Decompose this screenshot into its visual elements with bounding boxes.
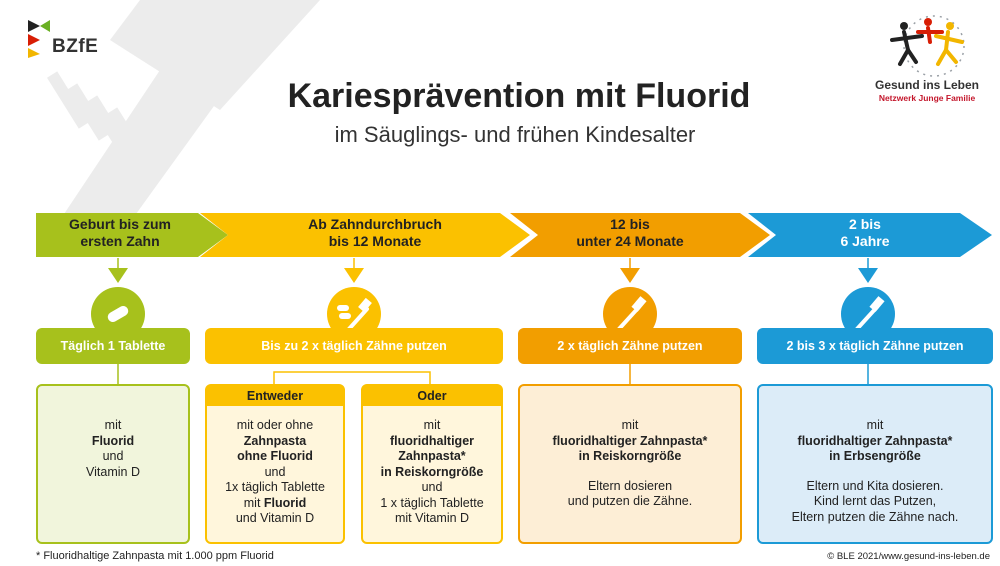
content-box-oder — [361, 384, 503, 544]
box-text: Eltern dosieren — [587, 478, 673, 493]
box-header-entweder: Entweder — [207, 386, 343, 406]
box-text: und — [264, 464, 286, 479]
copyright: © BLE 2021/www.gesund-ins-leben.de — [827, 551, 990, 562]
logo-name: Gesund ins Leben — [874, 78, 979, 92]
box-text: mit — [866, 418, 884, 432]
box-text: mit Vitamin D — [394, 511, 470, 525]
box-text: mit — [621, 418, 639, 432]
content-box-12-24 — [518, 384, 742, 544]
phase-label-line: 12 bis — [610, 216, 650, 232]
phase-label-line: Geburt bis zum — [69, 216, 171, 232]
box-text-bold: in Reiskorngröße — [578, 449, 682, 463]
box-text-bold: Fluorid — [263, 495, 307, 510]
phase-label-line: bis 12 Monate — [328, 233, 422, 249]
phase-label-line: Ab Zahndurchbruch — [308, 216, 442, 232]
box-text: 1 x täglich Tablette — [380, 495, 484, 510]
page-subtitle: im Säuglings- und frühen Kindesalter — [334, 122, 696, 147]
box-text-bold: Fluorid — [91, 433, 135, 448]
box-text: und — [421, 480, 443, 494]
box-text: Kind lernt das Putzen, — [813, 494, 937, 508]
box-text: und putzen die Zähne. — [567, 494, 693, 508]
footnote: * Fluoridhaltige Zahnpasta mit 1.000 ppm Fluorid — [36, 550, 274, 562]
box-text: mit — [104, 418, 122, 432]
page-title: Kariesprävention mit Fluorid — [287, 77, 751, 115]
content-box-birth — [36, 384, 190, 544]
box-text-bold: ohne Fluorid — [237, 449, 313, 463]
instruction-pill-2-6: 2 bis 3 x täglich Zähne putzen — [757, 328, 993, 364]
box-text-bold: Zahnpasta* — [398, 449, 466, 463]
box-text-bold: fluoridhaltiger Zahnpasta* — [552, 433, 708, 448]
box-text — [207, 496, 343, 512]
phase-label-line: 2 bis — [849, 216, 881, 232]
content-box-entweder — [205, 384, 345, 544]
box-text: Eltern putzen die Zähne nach. — [791, 509, 959, 524]
box-text: 1x täglich Tablette — [225, 480, 325, 494]
box-text: Eltern und Kita dosieren. — [806, 478, 944, 493]
box-text: Vitamin D — [86, 464, 140, 479]
box-text: mit oder ohne — [236, 418, 314, 432]
instruction-pill-12-24: 2 x täglich Zähne putzen — [518, 328, 742, 364]
box-text-bold: Zahnpasta — [243, 433, 307, 448]
box-text-bold: fluoridhaltiger Zahnpasta* — [797, 433, 953, 448]
logo-subtitle: Netzwerk Junge Familie — [878, 93, 976, 103]
box-text: und Vitamin D — [235, 511, 315, 525]
instruction-pill-birth: Täglich 1 Tablette — [36, 328, 190, 364]
box-text-part: mit — [243, 495, 264, 510]
box-text-bold: in Reiskorngröße — [380, 464, 484, 479]
box-header-oder: Oder — [363, 386, 501, 406]
content-box-2-6 — [757, 384, 993, 544]
instruction-pill-teething: Bis zu 2 x täglich Zähne putzen — [205, 328, 503, 364]
phase-label-line: 6 Jahre — [840, 233, 890, 249]
phase-label-line: unter 24 Monate — [576, 233, 684, 249]
bzfe-logo-text: BZfE — [52, 36, 99, 57]
box-text: und — [102, 449, 124, 463]
box-text-bold: fluoridhaltiger — [389, 433, 475, 448]
box-text: mit — [423, 418, 441, 432]
phase-label-line: ersten Zahn — [80, 233, 160, 249]
box-text-bold: in Erbsengröße — [829, 449, 921, 463]
